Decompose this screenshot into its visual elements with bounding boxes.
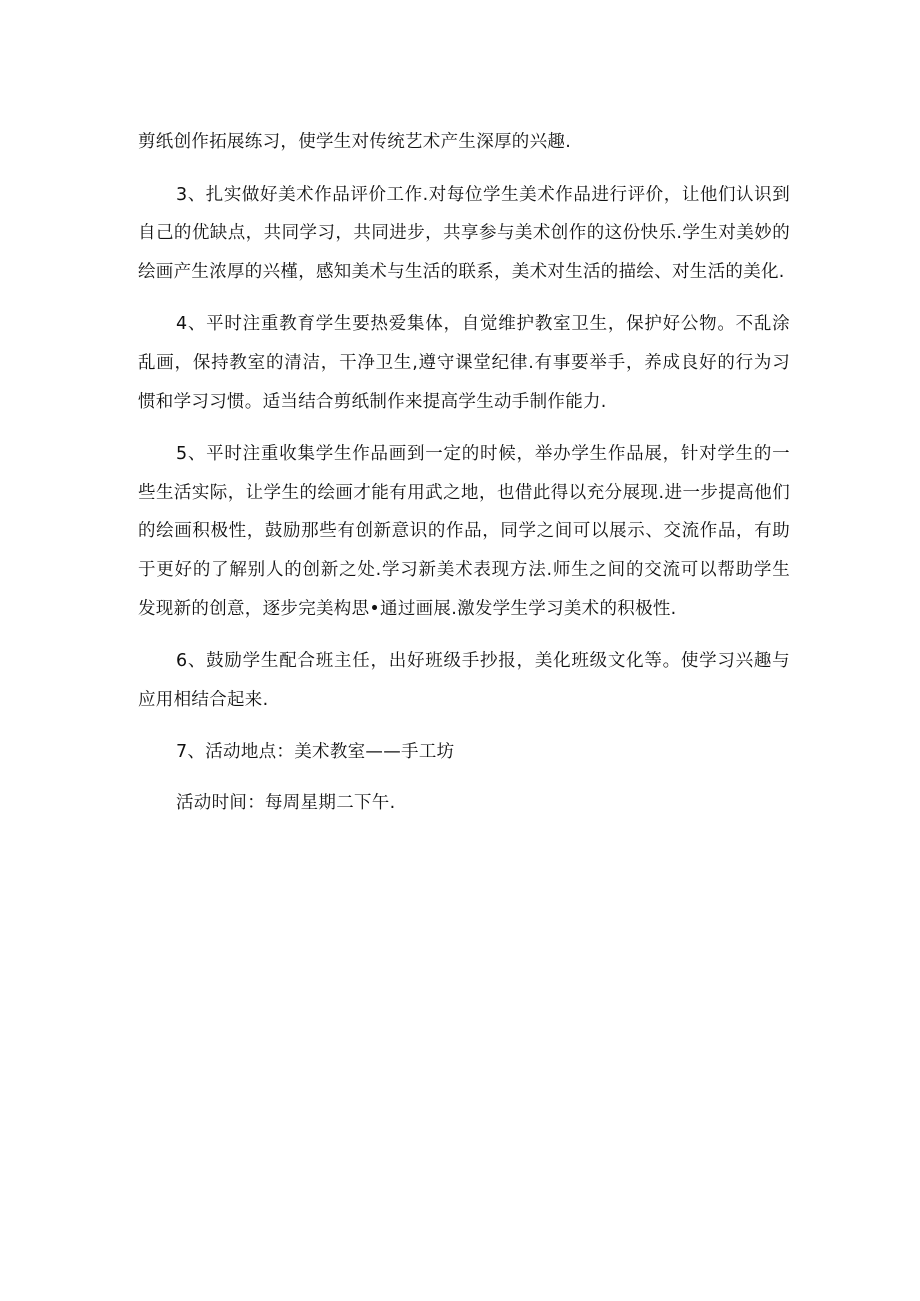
paragraph-item-3: 3、扎实做好美术作品评价工作.对每位学生美术作品进行评价，让他们认识到自己的优缺点，共同学习，共同进步，共享参与美术创作的这份快乐.学生对美妙的绘画产生浓厚的兴槿，感知美术与生活的联系，美术对生活的描绘、对生活的美化. [138,184,790,282]
paragraph-continuation: 剪纸创作拓展练习，使学生对传统艺术产生深厚的兴趣. [138,132,572,152]
paragraph-activity-time: 活动时间：每周星期二下午. [176,792,396,813]
paragraph-item-4: 4、平时注重教育学生要热爱集体，自觉维护教室卫生，保护好公物。不乱涂乱画，保持教室的清洁，干净卫生,遵守课堂纪律.有事要举手，养成良好的行为习惯和学习习惯。适当结合剪纸制作来提高学生动手制作能力. [138,314,790,412]
paragraph-item-5: 5、平时注重收集学生作品画到一定的时候，举办学生作品展，针对学生的一些生活实际，让学生的绘画才能有用武之地，也借此得以充分展现.进一步提高他们的绘画积极性，鼓励那些有创新意识的作品，同学之间可以展示、交流作品，有助于更好的了解别人的创新之处.学习新美术表现方法.师生之间的交流可以帮助学生发现新的创意，逐步完美构思•通过画展.激发学生学习美术的积极性. [138,444,790,619]
document-body [138,123,790,823]
paragraph-item-6: 6、鼓励学生配合班主任，出好班级手抄报，美化班级文化等。使学习兴趣与应用相结合起来. [138,651,790,710]
paragraph-item-7-location: 7、活动地点：美术教室——手工坊 [176,742,455,763]
